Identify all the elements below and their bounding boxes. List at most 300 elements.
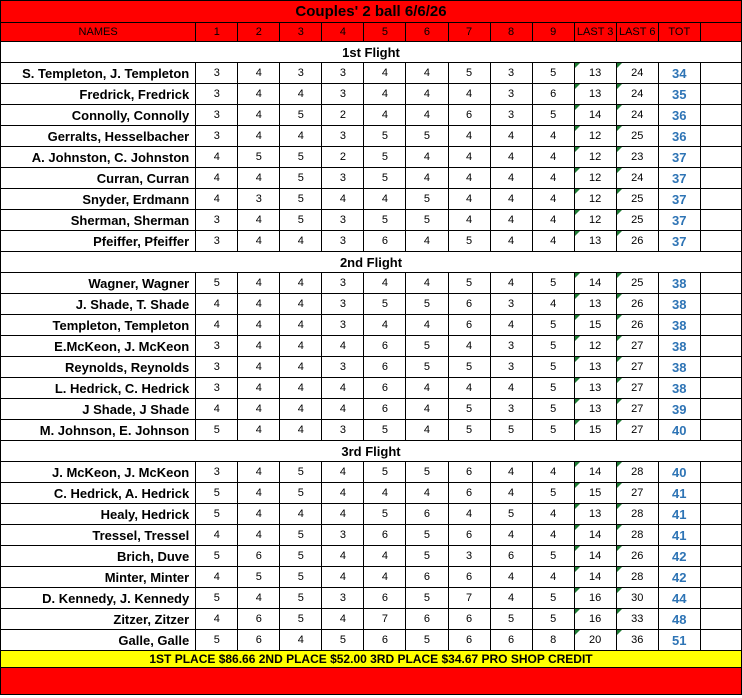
hole-1-score: 3: [196, 126, 238, 147]
last3-score: 12: [574, 168, 616, 189]
hole-2-score: 4: [238, 420, 280, 441]
hole-7-score: 3: [448, 546, 490, 567]
hole-5-score: 5: [364, 504, 406, 525]
hole-5-score: 4: [364, 63, 406, 84]
total-score: 41: [658, 504, 700, 525]
header-blank: [700, 23, 741, 42]
hole-8-score: 4: [490, 168, 532, 189]
hole-2-score: 4: [238, 378, 280, 399]
blank-cell: [700, 399, 741, 420]
hole-1-score: 4: [196, 525, 238, 546]
hole-4-score: 3: [322, 294, 364, 315]
hole-9-score: 5: [532, 63, 574, 84]
total-score: 37: [658, 147, 700, 168]
hole-7-score: 5: [448, 63, 490, 84]
last3-score: 14: [574, 462, 616, 483]
total-score: 40: [658, 462, 700, 483]
table-row: [1, 546, 742, 567]
hole-1-score: 3: [196, 210, 238, 231]
hole-6-score: 4: [406, 378, 448, 399]
hole-1-score: 3: [196, 336, 238, 357]
last6-score: 27: [616, 378, 658, 399]
header-last6: LAST 6: [616, 23, 658, 42]
blank-cell: [700, 147, 741, 168]
hole-6-score: 6: [406, 504, 448, 525]
hole-1-score: 3: [196, 378, 238, 399]
header-hole-7: 7: [448, 23, 490, 42]
hole-8-score: 6: [490, 630, 532, 651]
hole-5-score: 4: [364, 567, 406, 588]
hole-6-score: 5: [406, 357, 448, 378]
last6-score: 24: [616, 105, 658, 126]
title-row: [1, 1, 742, 23]
hole-9-score: 5: [532, 588, 574, 609]
last6-score: 27: [616, 399, 658, 420]
hole-6-score: 4: [406, 420, 448, 441]
blank-cell: [700, 357, 741, 378]
hole-6-score: 5: [406, 588, 448, 609]
hole-1-score: 5: [196, 504, 238, 525]
hole-7-score: 6: [448, 630, 490, 651]
last6-score: 33: [616, 609, 658, 630]
last3-score: 14: [574, 567, 616, 588]
hole-3-score: 4: [280, 504, 322, 525]
hole-2-score: 4: [238, 588, 280, 609]
hole-5-score: 4: [364, 273, 406, 294]
hole-2-score: 4: [238, 105, 280, 126]
hole-5-score: 6: [364, 378, 406, 399]
hole-9-score: 6: [532, 84, 574, 105]
hole-4-score: 3: [322, 168, 364, 189]
hole-3-score: 5: [280, 588, 322, 609]
last6-score: 27: [616, 357, 658, 378]
hole-5-score: 6: [364, 630, 406, 651]
table-row: [1, 504, 742, 525]
hole-6-score: 4: [406, 147, 448, 168]
table-row: [1, 210, 742, 231]
last3-score: 13: [574, 399, 616, 420]
hole-7-score: 4: [448, 504, 490, 525]
hole-2-score: 4: [238, 273, 280, 294]
hole-9-score: 5: [532, 609, 574, 630]
hole-4-score: 3: [322, 525, 364, 546]
hole-5-score: 4: [364, 315, 406, 336]
hole-3-score: 4: [280, 84, 322, 105]
header-hole-8: 8: [490, 23, 532, 42]
hole-8-score: 4: [490, 210, 532, 231]
table-row: [1, 315, 742, 336]
blank-cell: [700, 420, 741, 441]
last3-score: 14: [574, 525, 616, 546]
hole-9-score: 4: [532, 504, 574, 525]
hole-1-score: 4: [196, 609, 238, 630]
hole-9-score: 5: [532, 483, 574, 504]
blank-cell: [700, 588, 741, 609]
hole-4-score: 3: [322, 231, 364, 252]
hole-3-score: 4: [280, 315, 322, 336]
hole-1-score: 4: [196, 168, 238, 189]
total-score: 38: [658, 336, 700, 357]
team-name: Connolly, Connolly: [1, 105, 196, 126]
hole-3-score: 5: [280, 462, 322, 483]
hole-5-score: 6: [364, 588, 406, 609]
hole-3-score: 5: [280, 168, 322, 189]
hole-1-score: 4: [196, 315, 238, 336]
flight-header-row: [1, 252, 742, 273]
hole-5-score: 6: [364, 357, 406, 378]
last6-score: 27: [616, 420, 658, 441]
hole-4-score: 4: [322, 336, 364, 357]
last6-score: 27: [616, 483, 658, 504]
hole-5-score: 5: [364, 147, 406, 168]
hole-4-score: 3: [322, 357, 364, 378]
hole-4-score: 4: [322, 462, 364, 483]
blank-cell: [700, 210, 741, 231]
team-name: Reynolds, Reynolds: [1, 357, 196, 378]
blank-cell: [700, 378, 741, 399]
hole-3-score: 4: [280, 336, 322, 357]
blank-cell: [700, 126, 741, 147]
table-row: [1, 189, 742, 210]
hole-6-score: 5: [406, 336, 448, 357]
hole-2-score: 6: [238, 609, 280, 630]
last3-score: 16: [574, 609, 616, 630]
hole-6-score: 4: [406, 105, 448, 126]
table-row: [1, 231, 742, 252]
hole-7-score: 4: [448, 168, 490, 189]
hole-3-score: 5: [280, 147, 322, 168]
hole-4-score: 5: [322, 630, 364, 651]
hole-8-score: 4: [490, 126, 532, 147]
header-hole-4: 4: [322, 23, 364, 42]
hole-9-score: 5: [532, 105, 574, 126]
last3-score: 12: [574, 210, 616, 231]
hole-1-score: 4: [196, 147, 238, 168]
hole-9-score: 5: [532, 399, 574, 420]
hole-6-score: 4: [406, 315, 448, 336]
hole-2-score: 4: [238, 399, 280, 420]
hole-6-score: 4: [406, 231, 448, 252]
hole-7-score: 4: [448, 336, 490, 357]
total-score: 41: [658, 525, 700, 546]
hole-7-score: 5: [448, 399, 490, 420]
last6-score: 28: [616, 462, 658, 483]
hole-3-score: 4: [280, 399, 322, 420]
hole-2-score: 4: [238, 168, 280, 189]
team-name: Pfeiffer, Pfeiffer: [1, 231, 196, 252]
table-row: [1, 63, 742, 84]
hole-8-score: 4: [490, 315, 532, 336]
last6-score: 36: [616, 630, 658, 651]
hole-3-score: 5: [280, 567, 322, 588]
last6-score: 26: [616, 315, 658, 336]
hole-3-score: 4: [280, 630, 322, 651]
last3-score: 12: [574, 126, 616, 147]
hole-7-score: 6: [448, 315, 490, 336]
hole-9-score: 4: [532, 462, 574, 483]
hole-4-score: 4: [322, 483, 364, 504]
last3-score: 15: [574, 315, 616, 336]
blank-cell: [700, 105, 741, 126]
hole-8-score: 4: [490, 189, 532, 210]
hole-3-score: 3: [280, 63, 322, 84]
hole-1-score: 3: [196, 63, 238, 84]
hole-3-score: 4: [280, 357, 322, 378]
last3-score: 14: [574, 546, 616, 567]
hole-7-score: 4: [448, 378, 490, 399]
hole-9-score: 4: [532, 231, 574, 252]
hole-4-score: 3: [322, 273, 364, 294]
header-hole-6: 6: [406, 23, 448, 42]
hole-3-score: 5: [280, 105, 322, 126]
team-name: L. Hedrick, C. Hedrick: [1, 378, 196, 399]
hole-3-score: 4: [280, 273, 322, 294]
bottom-bar: [1, 668, 742, 695]
hole-6-score: 5: [406, 210, 448, 231]
hole-2-score: 4: [238, 483, 280, 504]
total-score: 38: [658, 294, 700, 315]
total-score: 37: [658, 231, 700, 252]
last3-score: 12: [574, 336, 616, 357]
flight-label: 3rd Flight: [1, 441, 742, 462]
team-name: Curran, Curran: [1, 168, 196, 189]
blank-cell: [700, 462, 741, 483]
hole-1-score: 5: [196, 588, 238, 609]
team-name: Fredrick, Fredrick: [1, 84, 196, 105]
last3-score: 12: [574, 189, 616, 210]
total-score: 38: [658, 378, 700, 399]
hole-5-score: 4: [364, 189, 406, 210]
hole-7-score: 5: [448, 273, 490, 294]
hole-9-score: 8: [532, 630, 574, 651]
team-name: E.McKeon, J. McKeon: [1, 336, 196, 357]
team-name: M. Johnson, E. Johnson: [1, 420, 196, 441]
hole-1-score: 4: [196, 189, 238, 210]
hole-8-score: 5: [490, 609, 532, 630]
total-score: 38: [658, 273, 700, 294]
blank-cell: [700, 483, 741, 504]
last6-score: 30: [616, 588, 658, 609]
hole-8-score: 3: [490, 399, 532, 420]
last6-score: 28: [616, 567, 658, 588]
hole-7-score: 5: [448, 357, 490, 378]
total-score: 36: [658, 126, 700, 147]
last6-score: 24: [616, 168, 658, 189]
hole-8-score: 4: [490, 231, 532, 252]
hole-9-score: 4: [532, 189, 574, 210]
hole-9-score: 4: [532, 525, 574, 546]
blank-cell: [700, 273, 741, 294]
hole-1-score: 3: [196, 105, 238, 126]
hole-8-score: 3: [490, 84, 532, 105]
hole-6-score: 5: [406, 546, 448, 567]
blank-cell: [700, 294, 741, 315]
hole-1-score: 3: [196, 231, 238, 252]
last3-score: 15: [574, 483, 616, 504]
total-score: 38: [658, 357, 700, 378]
hole-7-score: 4: [448, 84, 490, 105]
hole-9-score: 5: [532, 273, 574, 294]
hole-8-score: 3: [490, 63, 532, 84]
hole-5-score: 6: [364, 336, 406, 357]
hole-4-score: 4: [322, 399, 364, 420]
hole-5-score: 4: [364, 483, 406, 504]
last6-score: 24: [616, 84, 658, 105]
hole-9-score: 4: [532, 210, 574, 231]
hole-2-score: 4: [238, 126, 280, 147]
blank-cell: [700, 525, 741, 546]
flight-label: 1st Flight: [1, 42, 742, 63]
hole-6-score: 4: [406, 273, 448, 294]
header-hole-3: 3: [280, 23, 322, 42]
hole-3-score: 4: [280, 294, 322, 315]
hole-7-score: 6: [448, 483, 490, 504]
hole-5-score: 5: [364, 420, 406, 441]
hole-6-score: 6: [406, 609, 448, 630]
hole-4-score: 3: [322, 84, 364, 105]
total-score: 42: [658, 567, 700, 588]
hole-2-score: 4: [238, 294, 280, 315]
team-name: Wagner, Wagner: [1, 273, 196, 294]
hole-2-score: 6: [238, 546, 280, 567]
hole-5-score: 4: [364, 105, 406, 126]
hole-4-score: 4: [322, 378, 364, 399]
hole-4-score: 2: [322, 147, 364, 168]
team-name: J. Shade, T. Shade: [1, 294, 196, 315]
hole-4-score: 4: [322, 609, 364, 630]
table-row: [1, 567, 742, 588]
hole-2-score: 4: [238, 504, 280, 525]
hole-4-score: 4: [322, 567, 364, 588]
blank-cell: [700, 189, 741, 210]
hole-5-score: 4: [364, 84, 406, 105]
hole-6-score: 5: [406, 126, 448, 147]
hole-4-score: 4: [322, 546, 364, 567]
hole-3-score: 5: [280, 525, 322, 546]
team-name: Minter, Minter: [1, 567, 196, 588]
table-row: [1, 483, 742, 504]
last3-score: 14: [574, 273, 616, 294]
hole-7-score: 4: [448, 189, 490, 210]
hole-5-score: 6: [364, 525, 406, 546]
last3-score: 13: [574, 84, 616, 105]
hole-2-score: 4: [238, 84, 280, 105]
blank-cell: [700, 630, 741, 651]
hole-6-score: 5: [406, 525, 448, 546]
hole-8-score: 5: [490, 420, 532, 441]
hole-9-score: 5: [532, 357, 574, 378]
hole-6-score: 5: [406, 630, 448, 651]
hole-2-score: 4: [238, 462, 280, 483]
hole-3-score: 4: [280, 378, 322, 399]
table-row: [1, 126, 742, 147]
team-name: C. Hedrick, A. Hedrick: [1, 483, 196, 504]
hole-2-score: 3: [238, 189, 280, 210]
team-name: Gerralts, Hesselbacher: [1, 126, 196, 147]
total-score: 40: [658, 420, 700, 441]
header-hole-9: 9: [532, 23, 574, 42]
header-row: [1, 23, 742, 42]
last3-score: 13: [574, 231, 616, 252]
hole-2-score: 5: [238, 147, 280, 168]
hole-3-score: 5: [280, 609, 322, 630]
hole-2-score: 6: [238, 630, 280, 651]
last6-score: 28: [616, 525, 658, 546]
team-name: Galle, Galle: [1, 630, 196, 651]
blank-cell: [700, 609, 741, 630]
hole-4-score: 4: [322, 504, 364, 525]
hole-7-score: 4: [448, 126, 490, 147]
hole-8-score: 6: [490, 546, 532, 567]
sheet-title: Couples' 2 ball 6/6/26: [1, 1, 742, 23]
last6-score: 28: [616, 504, 658, 525]
last6-score: 26: [616, 294, 658, 315]
hole-3-score: 4: [280, 420, 322, 441]
last3-score: 14: [574, 105, 616, 126]
hole-1-score: 3: [196, 84, 238, 105]
header-hole-1: 1: [196, 23, 238, 42]
hole-9-score: 4: [532, 168, 574, 189]
hole-5-score: 5: [364, 210, 406, 231]
hole-6-score: 6: [406, 567, 448, 588]
total-score: 34: [658, 63, 700, 84]
table-row: [1, 378, 742, 399]
total-score: 36: [658, 105, 700, 126]
last3-score: 13: [574, 504, 616, 525]
total-score: 39: [658, 399, 700, 420]
hole-1-score: 5: [196, 546, 238, 567]
table-row: [1, 105, 742, 126]
table-row: [1, 336, 742, 357]
table-row: [1, 630, 742, 651]
hole-4-score: 3: [322, 420, 364, 441]
hole-2-score: 4: [238, 63, 280, 84]
hole-9-score: 5: [532, 336, 574, 357]
hole-9-score: 5: [532, 315, 574, 336]
header-names: NAMES: [1, 23, 196, 42]
hole-4-score: 3: [322, 315, 364, 336]
hole-3-score: 4: [280, 231, 322, 252]
hole-3-score: 5: [280, 210, 322, 231]
hole-7-score: 6: [448, 525, 490, 546]
hole-7-score: 5: [448, 420, 490, 441]
hole-4-score: 3: [322, 588, 364, 609]
prize-footer-row: [1, 651, 742, 668]
hole-3-score: 5: [280, 483, 322, 504]
hole-5-score: 6: [364, 399, 406, 420]
hole-2-score: 4: [238, 210, 280, 231]
team-name: Sherman, Sherman: [1, 210, 196, 231]
hole-1-score: 4: [196, 399, 238, 420]
team-name: S. Templeton, J. Templeton: [1, 63, 196, 84]
hole-5-score: 5: [364, 126, 406, 147]
table-row: [1, 462, 742, 483]
hole-1-score: 3: [196, 357, 238, 378]
hole-3-score: 5: [280, 189, 322, 210]
hole-4-score: 2: [322, 105, 364, 126]
hole-6-score: 5: [406, 462, 448, 483]
hole-6-score: 5: [406, 294, 448, 315]
hole-6-score: 4: [406, 63, 448, 84]
hole-1-score: 5: [196, 420, 238, 441]
team-name: Zitzer, Zitzer: [1, 609, 196, 630]
hole-4-score: 4: [322, 189, 364, 210]
hole-1-score: 5: [196, 483, 238, 504]
last6-score: 24: [616, 63, 658, 84]
flight-header-row: [1, 42, 742, 63]
team-name: J Shade, J Shade: [1, 399, 196, 420]
hole-7-score: 6: [448, 609, 490, 630]
